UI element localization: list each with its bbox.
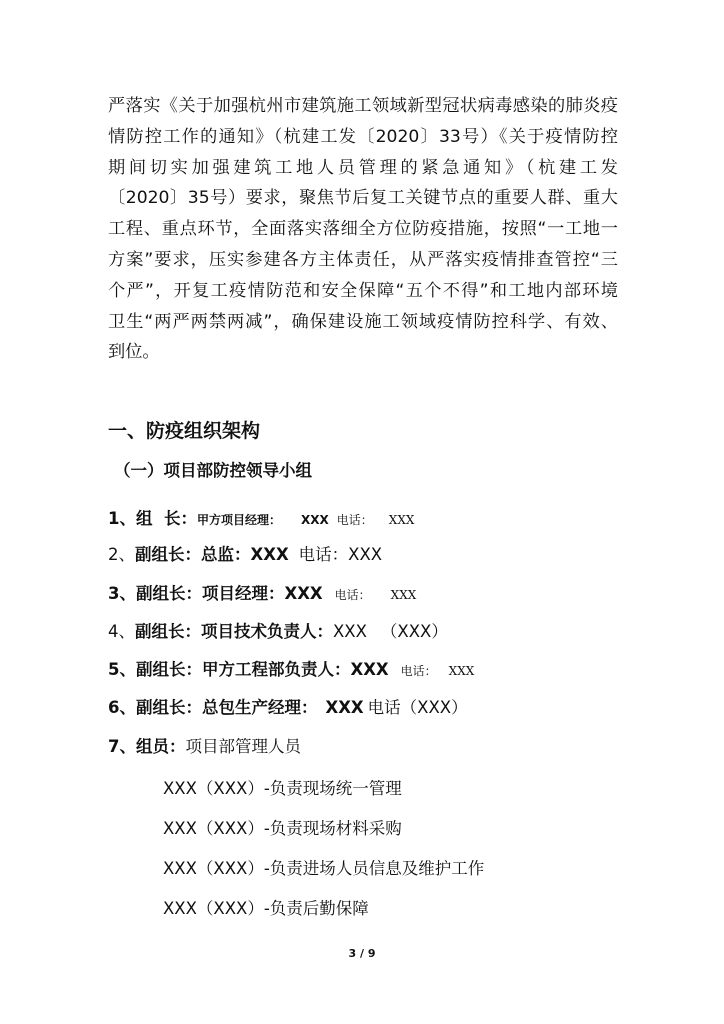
member-title: 项目技术负责人： [201,622,333,641]
member-title: 总包生产经理： [201,698,318,717]
member-row-3 [108,581,416,607]
member-name: XXX [250,545,289,564]
phone-value: XXX [448,664,475,678]
member-row-5 [108,657,474,683]
staff-item: XXX（XXX）-负责后勤保障 [163,899,369,918]
member-row-2 [108,542,382,568]
member-role: 副组长： [135,660,202,679]
staff-item: XXX（XXX）-负责现场材料采购 [163,819,402,838]
member-row-4 [108,619,448,645]
phone-value: （XXX） [400,698,468,717]
member-role: 组员： [135,737,186,756]
page-number: 3 / 9 [348,947,376,960]
phone-label: 电话： [400,664,437,678]
phone-label: 电话： [334,588,371,602]
member-role: 副组长： [135,584,202,603]
member-row-1 [108,506,414,532]
member-number: 4、 [108,622,135,641]
member-name: XXX [350,660,389,679]
member-name: XXX [301,513,329,527]
member-name: XXX [333,622,367,641]
member-number: 3、 [108,584,136,603]
paragraph-line: 工程、重点环节，全面落实落细全方位防疫措施，按照“一工地一 [108,219,618,240]
paragraph-line: 方案”要求，压实参建各方主体责任，从严落实疫情排查管控“三 [108,249,618,270]
member-title: 项目部管理人员 [185,737,301,756]
phone-label: 电话 [367,698,401,717]
paragraph-line: 期间切实加强建筑工地人员管理的紧急通知》（杭建工发 [108,157,618,178]
paragraph-line: 情防控工作的通知》（杭建工发〔2020〕33号）《关于疫情防控 [108,126,618,147]
paragraph-line: 到位。 [108,342,160,363]
member-number: 7、 [108,737,136,756]
phone-value: （XXX） [380,622,448,641]
member-title: 甲方项目经理： [196,513,281,527]
paragraph-line: 严落实《关于加强杭州市建筑施工领域新型冠状病毒感染的肺炎疫 [108,96,618,116]
member-number: 2、 [108,545,135,564]
body-paragraph [108,91,618,368]
phone-label: 电话： [298,545,349,564]
paragraph-line: 〔2020〕35号）要求，聚焦节后复工关键节点的重要人群、重大 [108,188,618,209]
member-role: 副组长： [135,698,202,717]
phone-value: XXX [348,545,383,564]
member-number: 5、 [108,660,136,679]
member-number: 6、 [108,698,136,717]
phone-value: XXX [390,588,417,602]
member-name: XXX [284,584,323,603]
paragraph-line: 个严”，开复工疫情防范和安全保障“五个不得”和工地内部环境 [108,280,618,301]
subsection-title: （一）项目部防控领导小组 [114,461,312,480]
staff-item: XXX（XXX）-负责现场统一管理 [163,779,402,798]
member-role: 副组长： [135,622,201,641]
member-title: 项目经理： [201,584,285,603]
member-role: 副组长： [135,545,201,564]
member-title: 总监： [201,545,251,564]
section-title: 一、防疫组织架构 [108,420,261,442]
member-number: 1、 [108,509,136,528]
phone-value: XXX [388,513,415,527]
member-name: XXX [325,698,364,717]
member-row-6 [108,695,468,721]
staff-item: XXX（XXX）-负责进场人员信息及维护工作 [163,859,485,878]
paragraph-line: 卫生“两严两禁两减”，确保建设施工领域疫情防控科学、有效、 [108,311,618,332]
phone-label: 电话： [336,513,373,527]
member-row-7 [108,734,301,760]
member-role: 组 长： [135,509,197,528]
member-title: 甲方工程部负责人： [201,660,351,679]
